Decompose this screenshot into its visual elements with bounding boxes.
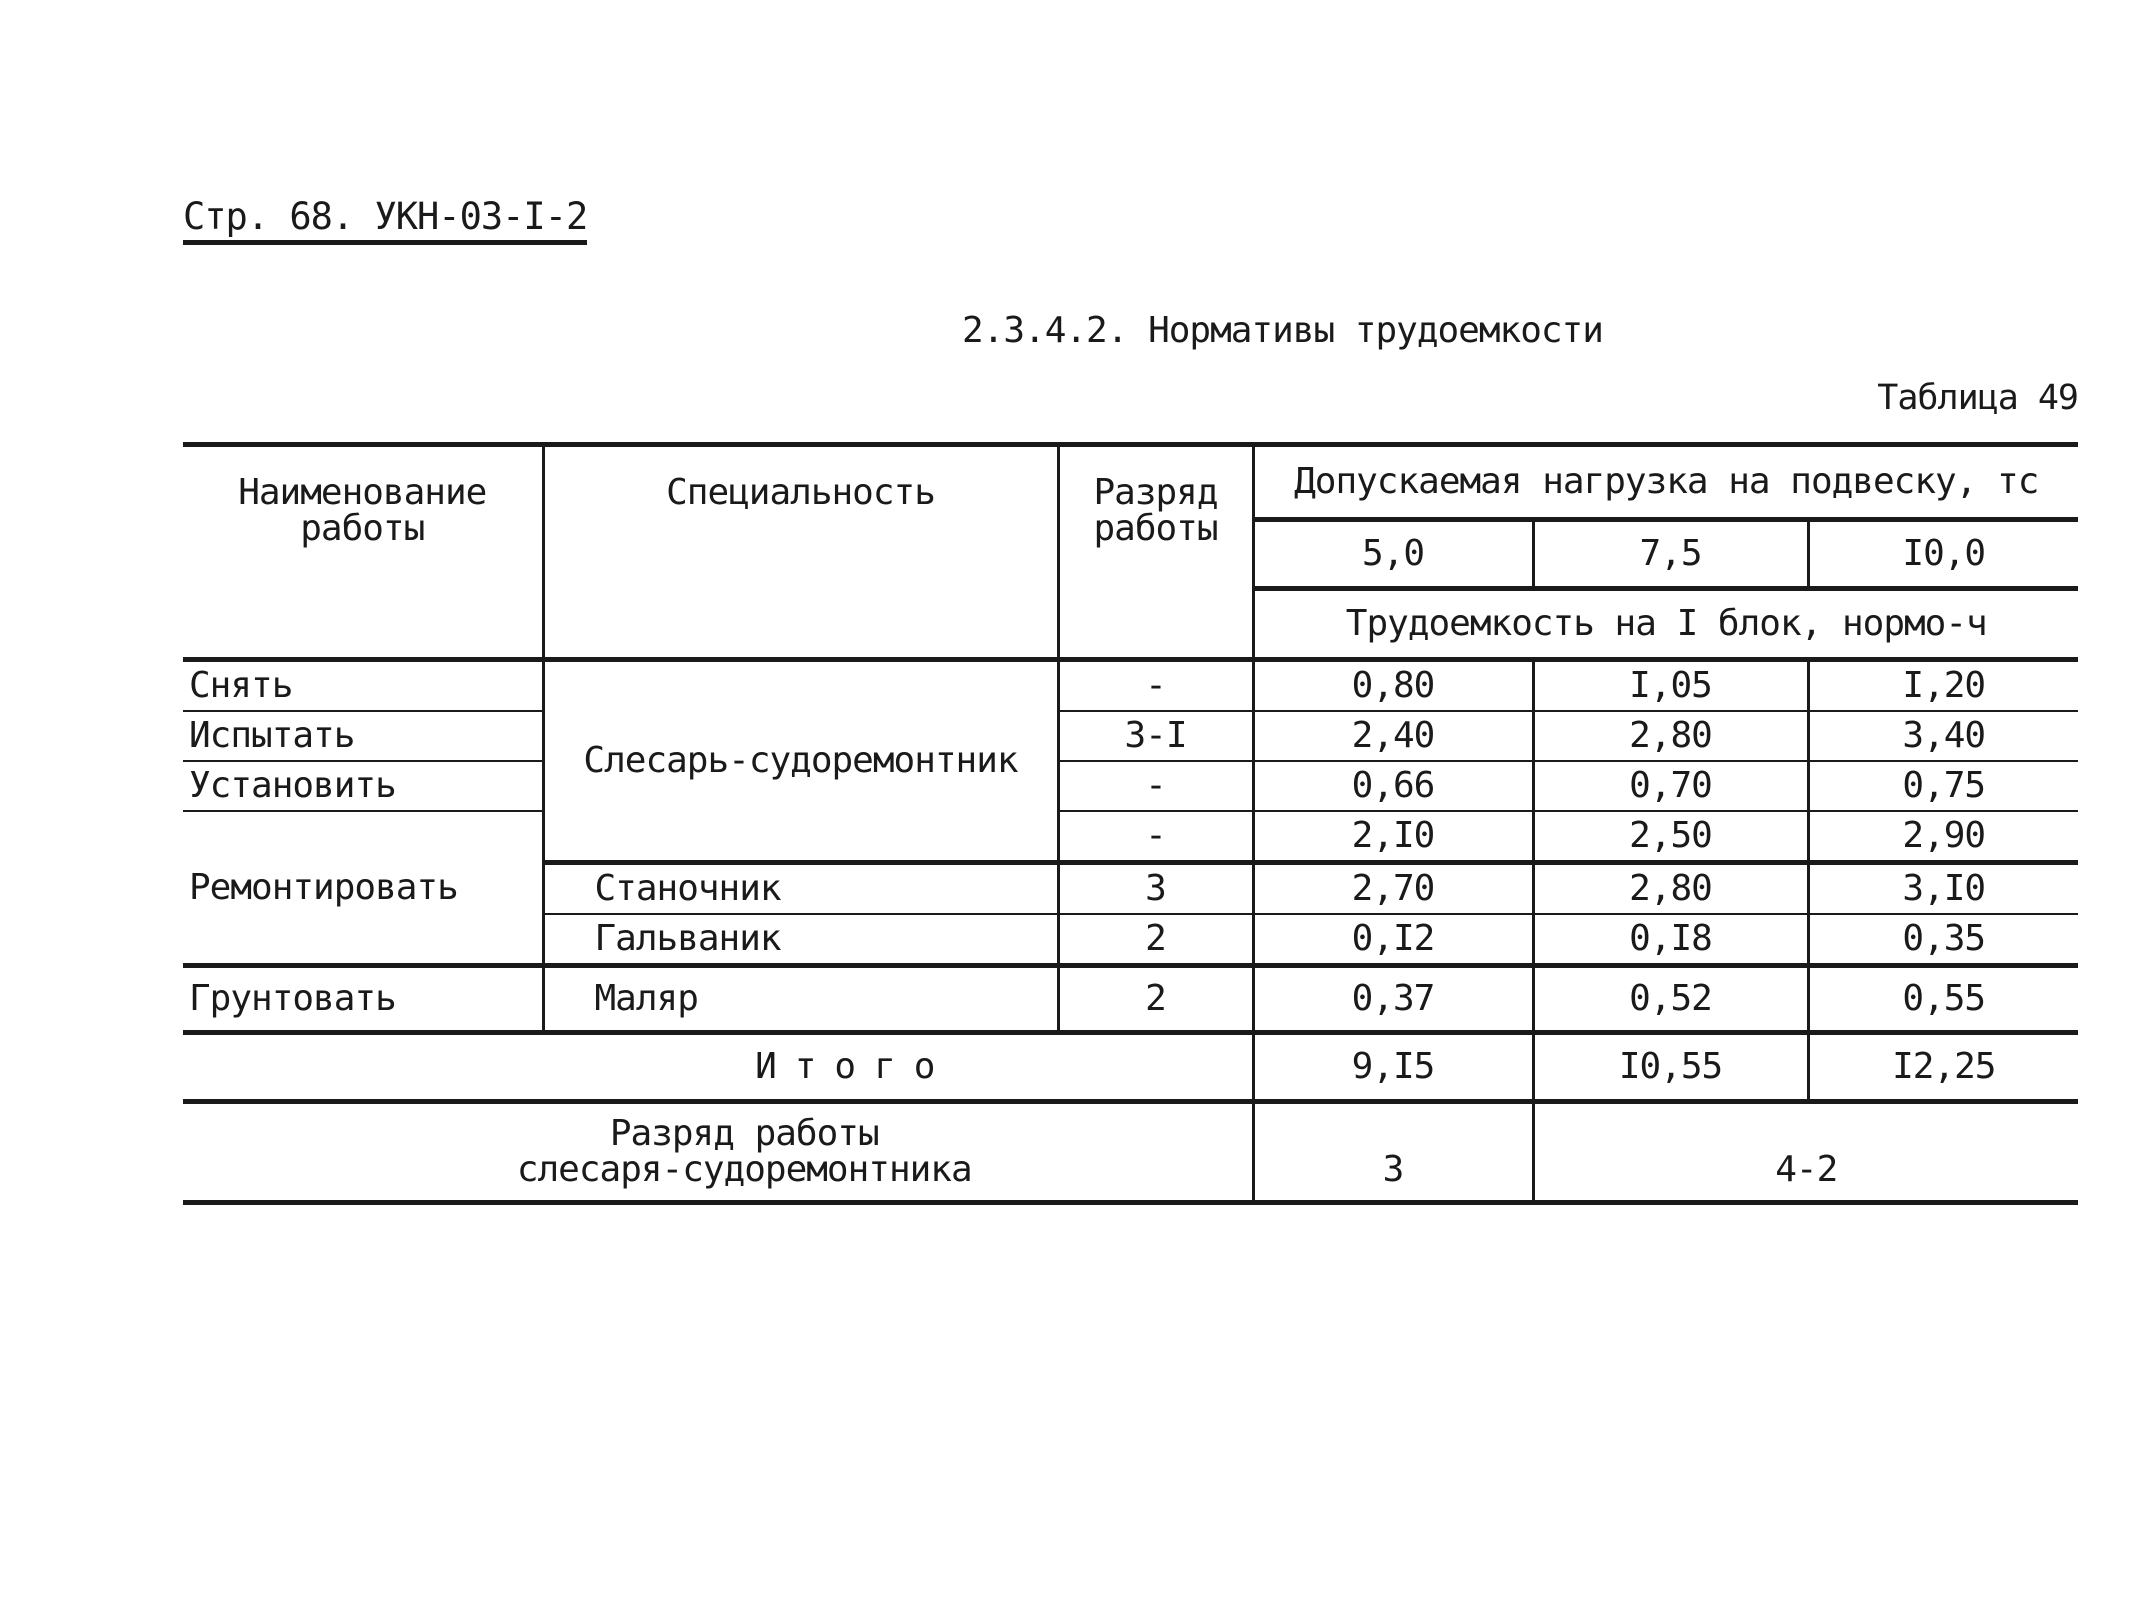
grade-cell: - (1058, 660, 1253, 712)
grade-cell: 2 (1058, 966, 1253, 1033)
value-cell: 2,80 (1533, 863, 1808, 915)
table-label: Таблица 49 (1877, 378, 2078, 418)
value-cell: 0,80 (1253, 660, 1533, 712)
section-title: 2.3.4.2. Нормативы трудоемкости (962, 310, 1603, 351)
total-value-cell: I2,25 (1808, 1033, 2078, 1102)
header-specialty (543, 445, 1058, 660)
specialty-cell: Маляр (543, 966, 1058, 1033)
specialty-cell: Гальваник (543, 914, 1058, 966)
total-value-cell: I0,55 (1533, 1033, 1808, 1102)
value-cell: I,20 (1808, 660, 2078, 712)
load-value-1: 5,0 (1253, 520, 1533, 589)
value-cell: 3,40 (1808, 711, 2078, 761)
fitter-grade-label (183, 1102, 1253, 1203)
header-work-line2: работы (300, 508, 425, 549)
header-allowed-load: Допускаемая нагрузка на подвеску, тс (1253, 445, 2078, 520)
grade-cell: 2 (1058, 914, 1253, 966)
work-name-merged-cell: Ремонтировать (183, 811, 543, 966)
grade-cell: - (1058, 761, 1253, 811)
header-work-line1: Наименование (238, 472, 487, 513)
work-name-cell: Грунтовать (183, 966, 543, 1033)
value-cell: 0,55 (1808, 966, 2078, 1033)
value-cell: 2,80 (1533, 711, 1808, 761)
work-name-cell: Установить (183, 761, 543, 811)
value-cell: 2,70 (1253, 863, 1533, 915)
value-cell: 0,I8 (1533, 914, 1808, 966)
grade-cell: 3-I (1058, 711, 1253, 761)
labor-norms-table (183, 442, 2078, 1205)
value-cell: 2,50 (1533, 811, 1808, 863)
load-value-2: 7,5 (1533, 520, 1808, 589)
value-cell: 0,37 (1253, 966, 1533, 1033)
fitter-grade-value: 3 (1253, 1102, 1533, 1203)
header-work-name (183, 445, 543, 660)
specialty-merged-cell: Слесарь-судоремонтник (543, 660, 1058, 863)
value-cell: 0,35 (1808, 914, 2078, 966)
value-cell: 2,I0 (1253, 811, 1533, 863)
specialty-cell: Станочник (543, 863, 1058, 915)
total-label: Итого (183, 1033, 1253, 1102)
value-cell: 3,I0 (1808, 863, 2078, 915)
value-cell: 0,75 (1808, 761, 2078, 811)
header-labor-per-block: Трудоемкость на I блок, нормо-ч (1253, 589, 2078, 660)
value-cell: 2,90 (1808, 811, 2078, 863)
header-grade-line2: работы (1093, 508, 1218, 549)
value-cell: 0,52 (1533, 966, 1808, 1033)
fitter-grade-line2: слесаря-судоремонтника (516, 1149, 972, 1190)
work-name-cell: Испытать (183, 711, 543, 761)
fitter-grade-line1: Разряд работы (609, 1113, 879, 1154)
page-reference: Стр. 68. УКН-03-I-2 (183, 195, 587, 245)
fitter-grade-value: 4-2 (1533, 1102, 2078, 1203)
value-cell: 0,70 (1533, 761, 1808, 811)
grade-cell: 3 (1058, 863, 1253, 915)
value-cell: 2,40 (1253, 711, 1533, 761)
total-value-cell: 9,I5 (1253, 1033, 1533, 1102)
value-cell: 0,66 (1253, 761, 1533, 811)
value-cell: I,05 (1533, 660, 1808, 712)
header-grade-line1: Разряд (1093, 472, 1218, 513)
header-specialty-label: Специальность (666, 472, 935, 513)
grade-cell: - (1058, 811, 1253, 863)
work-name-cell: Снять (183, 660, 543, 712)
load-value-3: I0,0 (1808, 520, 2078, 589)
value-cell: 0,I2 (1253, 914, 1533, 966)
header-grade (1058, 445, 1253, 660)
